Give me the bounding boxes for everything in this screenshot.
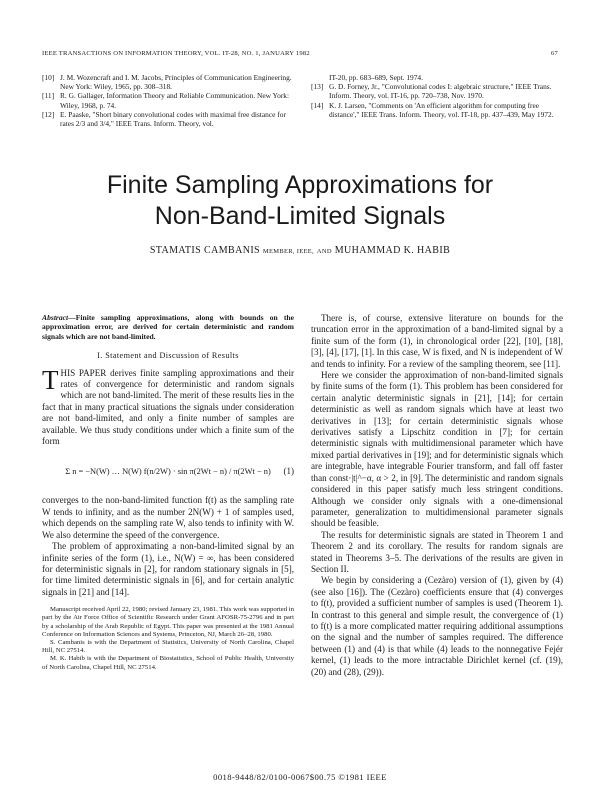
title-line-1: Finite Sampling Approximations for bbox=[106, 171, 494, 199]
intro-text: HIS PAPER derives finite sampling approximations and their rates of convergence for deterministic and random signals which are not band-limited. The merit of these results lies in the fact that in many practical situations the signals under consideration are not band-limited, and only a finite number of samples are available. We thus study conditions under which a finite sum of the form bbox=[42, 367, 294, 447]
page-number: 67 bbox=[551, 50, 558, 57]
references-right bbox=[311, 73, 561, 119]
section-heading: I. Statement and Discussion of Results bbox=[97, 351, 239, 361]
references-left bbox=[42, 73, 297, 128]
author-line bbox=[0, 245, 600, 256]
copyright-line: 0018-9448/82/0100-0067$00.75 ©1981 IEEE bbox=[213, 772, 387, 782]
paper-title bbox=[0, 170, 600, 232]
reference-item: [11] R. G. Gallager, Information Theory and Reliable Communication. New York: Wiley, 1968, p. 74. bbox=[42, 91, 290, 110]
left-column bbox=[42, 313, 294, 672]
journal-line: IEEE TRANSACTIONS ON INFORMATION THEORY, VOL. IT-28, NO. 1, JANUARY 1982 bbox=[42, 50, 310, 57]
right-column bbox=[311, 313, 563, 678]
reference-item: [12] E. Paaske, "Short binary convolutional codes with maximal free distance for rates 2/3 and 3/4," IEEE Trans. Inform. Theory, vol. bbox=[42, 109, 286, 129]
footnotes bbox=[42, 606, 294, 672]
running-head bbox=[42, 50, 558, 57]
author-2: MUHAMMAD K. HABIB bbox=[334, 245, 451, 256]
paragraph: We begin by considering a (Cezàro) version of (1), given by (4) (see also [16]). The (Cezàro) coefficients ensure that (4) converges to f(t), provided a sufficient number of samples is used (Theorem 1). In contrast to this general and simple result, the convergence of (1) to f(t) is a more complicated matter requiring additional assumptions on the signal and the number of samples required. The difference between (1) and (4) is that while (4) leads to the nonnegative Fejér kernel, (1) leads to the more intractable Dirichlet kernel (cf. (19), (20) and (28), (29)). bbox=[311, 575, 563, 677]
author-and: AND bbox=[316, 248, 332, 255]
paragraph: The results for deterministic signals are stated in Theorem 1 and Theorem 2 and its corollary. The results for random signals are stated in Theorems 3–5. The derivations of the results are given in Section II. bbox=[311, 529, 563, 574]
footnote: S. Cambanis is with the Department of Statistics, University of North Carolina, Chapel Hill, NC 27514. bbox=[42, 638, 294, 655]
drop-cap: T bbox=[42, 364, 59, 395]
paragraph: Here we consider the approximation of non-band-limited signals by finite sums of the form (1). This problem has been considered for certain analytic deterministic signals in [21], [14]; for certain deterministic as well as random signals which have at least two derivatives in [13]; for certain deterministic signals whose derivatives satisfy a Lipschitz condition in [7]; for certain deterministic signals with multidimensional parameter which have mixed partial derivatives in [19]; and for deterministic signals which are integrable, have integrable Fourier transform, and fall off faster than const·|t|^−α, α > 2, in [9]. The deterministic and random signals considered in this paper satisfy much less stringent conditions. Although we consider only signals with a one-dimensional parameter, generalization to multidimensional parameter signals should be feasible. bbox=[311, 370, 563, 529]
paragraph: converges to the non-band-limited function f(t) as the sampling rate W tends to infinity, and as the number 2N(W) + 1 of samples used, which depends on the sampling rate W, also tends to infinity with W. We also determine the speed of the convergence. bbox=[42, 495, 294, 540]
equation-number: (1) bbox=[283, 465, 294, 476]
author-1-membership: MEMBER, IEEE, bbox=[262, 248, 314, 255]
equation-1 bbox=[42, 451, 294, 491]
intro-paragraph bbox=[42, 364, 294, 448]
footnote: M. K. Habib is with the Department of Biostatistics, School of Public Health, University of North Carolina, Chapel Hill, NC 27514. bbox=[42, 655, 294, 671]
abstract-label: Abstract bbox=[42, 313, 69, 322]
reference-item: [13] G. D. Forney, Jr., "Convolutional codes I: algebraic structure," IEEE Trans. Inform. Theory, vol. IT-16, pp. 720–738, Nov. 1970. bbox=[311, 82, 552, 101]
paragraph: The problem of approximating a non-band-limited signal by an infinite series of the form (1), i.e., N(W) = ∞, has been considered for deterministic signals in [2], for random stationary signals in [5], for time limited deterministic signals in [6], and for certain analytic signals in [21] and [14]. bbox=[42, 541, 294, 597]
paragraph: There is, of course, extensive literature on bounds for the truncation error in the approximation of a band-limited signal by a finite sum of the form (1), in chronological order [22], [10], [18], [3], [4], [17], [1]. In this case, W is fixed, and N is independent of W and tends to infinity. For a review of the sampling theorem, see [11]. bbox=[311, 313, 563, 369]
reference-item: [10] J. M. Wozencraft and I. M. Jacobs, Principles of Communication Engineering. New York: Wiley, 1965, pp. 308–318. bbox=[42, 73, 292, 92]
abstract bbox=[42, 313, 294, 341]
footnote: Manuscript received April 22, 1980; revised January 23, 1981. This work was supported in part by the Air Force Office of Scientific Research under Grant AFOSR-75-2796 and in part by a scholarship of the Arab Republic of Egypt. This paper was presented at the 1981 Annual Conference on Information Sciences and Systems, Princeton, NJ, March 26–28, 1980. bbox=[42, 606, 294, 638]
reference-item: [14] K. J. Larsen, "Comments on 'An efficient algorithm for computing free distance'," IEEE Trans. Inform. Theory, vol. IT-18, pp. 437–439, May 1972. bbox=[311, 100, 554, 119]
abstract-text: —Finite sampling approximations, along with bounds on the approximation error, are derived for certain deterministic and random signals which are not band-limited. bbox=[42, 313, 294, 341]
title-line-2: Non-Band-Limited Signals bbox=[154, 202, 446, 230]
reference-item: IT-20, pp. 683–689, Sept. 1974. bbox=[329, 73, 423, 82]
author-1: STAMATIS CAMBANIS bbox=[149, 245, 261, 256]
equation-body: Σ n = −N(W) … N(W) f(n/2W) · sin π(2Wt − n) / π(2Wt − n) bbox=[65, 466, 271, 476]
